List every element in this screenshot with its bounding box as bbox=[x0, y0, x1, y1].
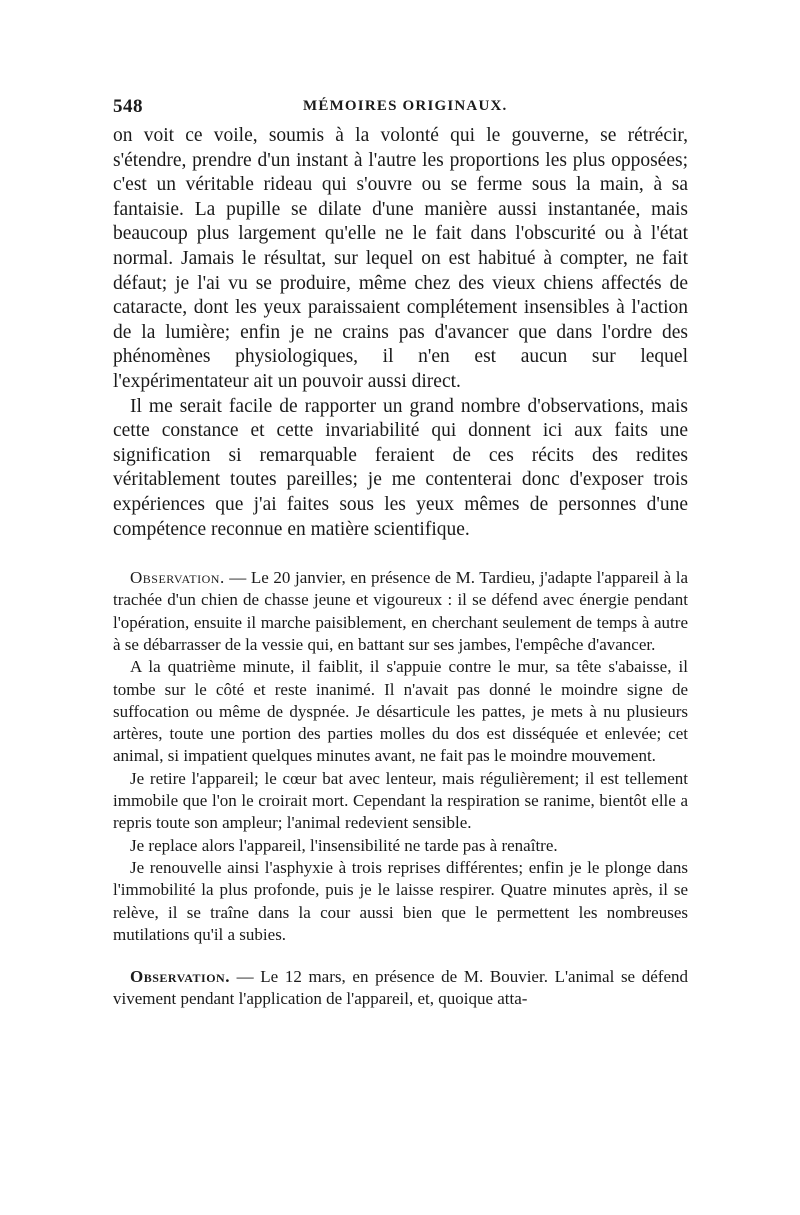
observation-1-paragraph-2: A la quatrième minute, il faiblit, il s'appuie contre le mur, sa tête s'abaisse, il tombe sur le côté et reste inanimé. Il n'avait pas donné le moindre signe de suffocation ou même de dyspnée. Je désarticule les pattes, je mets à nu plusieurs artères, toute une portion des parties molles du dos est disséquée et enlevée; cet animal, si impatient quelques minutes avant, ne fait pas le moindre mouvement. bbox=[113, 657, 688, 766]
observation-1-label: Observation. bbox=[130, 568, 225, 588]
observation-1-paragraph-3: Je retire l'appareil; le cœur bat avec lenteur, mais régulièrement; il est tellement immobile que l'on le croirait mort. Cependant la respiration se ranime, bientôt elle a repris toute son ampleur; l'animal redevient sensible. bbox=[113, 768, 688, 833]
observation-2-label: Observation. bbox=[130, 967, 230, 987]
running-head bbox=[113, 96, 688, 122]
observation-1-paragraph-5: Je renouvelle ainsi l'asphyxie à trois reprises différentes; enfin je le plonge dans l'immobilité la plus profonde, puis je le laisse respirer. Quatre minutes après, il se relève, il se traîne dans la cour aussi bien que le permettent les nombreuses mutilations qu'il a subies. bbox=[113, 857, 688, 944]
observation-1-text: — Le 20 janvier, en présence de M. Tardieu, j'adapte l'appareil à la trachée d'un chien de chasse jeune et vigoureux : il se défend avec énergie pendant l'opération, ensuite il marche paisiblement, en cherchant seulement de temps à autre à se débarrasser de la vessie qui, en battant sur ses jambes, l'empêche d'avancer. bbox=[113, 568, 688, 654]
body-paragraph-1: on voit ce voile, soumis à la volonté qui le gouverne, se rétrécir, s'étendre, prendre d'un instant à l'autre les proportions les plus opposées; c'est un véritable rideau qui s'ouvre ou se ferme sous la main, à sa fantaisie. La pupille se dilate d'une manière aussi instantanée, mais beaucoup plus largement qu'elle ne le fait dans l'obscurité ou à l'état normal. Jamais le résultat, sur lequel on est habitué à compter, ne fait défaut; je l'ai vu se produire, même chez des vieux chiens affectés de cataracte, dont les yeux paraissaient complétement insensibles à l'action de la lumière; enfin je ne crains pas d'avancer que dans l'ordre des phénomènes physiologiques, il n'en est aucun sur lequel l'expérimentateur ait un pouvoir aussi direct. bbox=[113, 125, 688, 392]
page-number: 548 bbox=[113, 96, 143, 117]
running-title: MÉMOIRES ORIGINAUX. bbox=[303, 98, 508, 114]
observation-1-paragraph bbox=[113, 567, 688, 656]
observation-2-text: — Le 12 mars, en présence de M. Bouvier. L'animal se défend vivement pendant l'application de l'appareil, et, quoique atta- bbox=[113, 967, 688, 1009]
observation-1-paragraph-4: Je replace alors l'appareil, l'insensibilité ne tarde pas à renaître. bbox=[130, 835, 558, 855]
section-gap-2 bbox=[113, 946, 688, 966]
observation-2-paragraph bbox=[113, 966, 688, 1011]
section-gap bbox=[113, 542, 688, 567]
body-paragraph-2: Il me serait facile de rapporter un grand nombre d'observations, mais cette constance et cette invariabilité qui donnent ici aux faits une signification si remarquable feraient de ces récits des redites véritablement toutes pareilles; je me contenterai donc d'exposer trois expériences que j'ai faites sous les yeux mêmes de personnes d'une compétence reconnue en matière scientifique. bbox=[113, 395, 688, 540]
document-page bbox=[113, 96, 688, 1011]
